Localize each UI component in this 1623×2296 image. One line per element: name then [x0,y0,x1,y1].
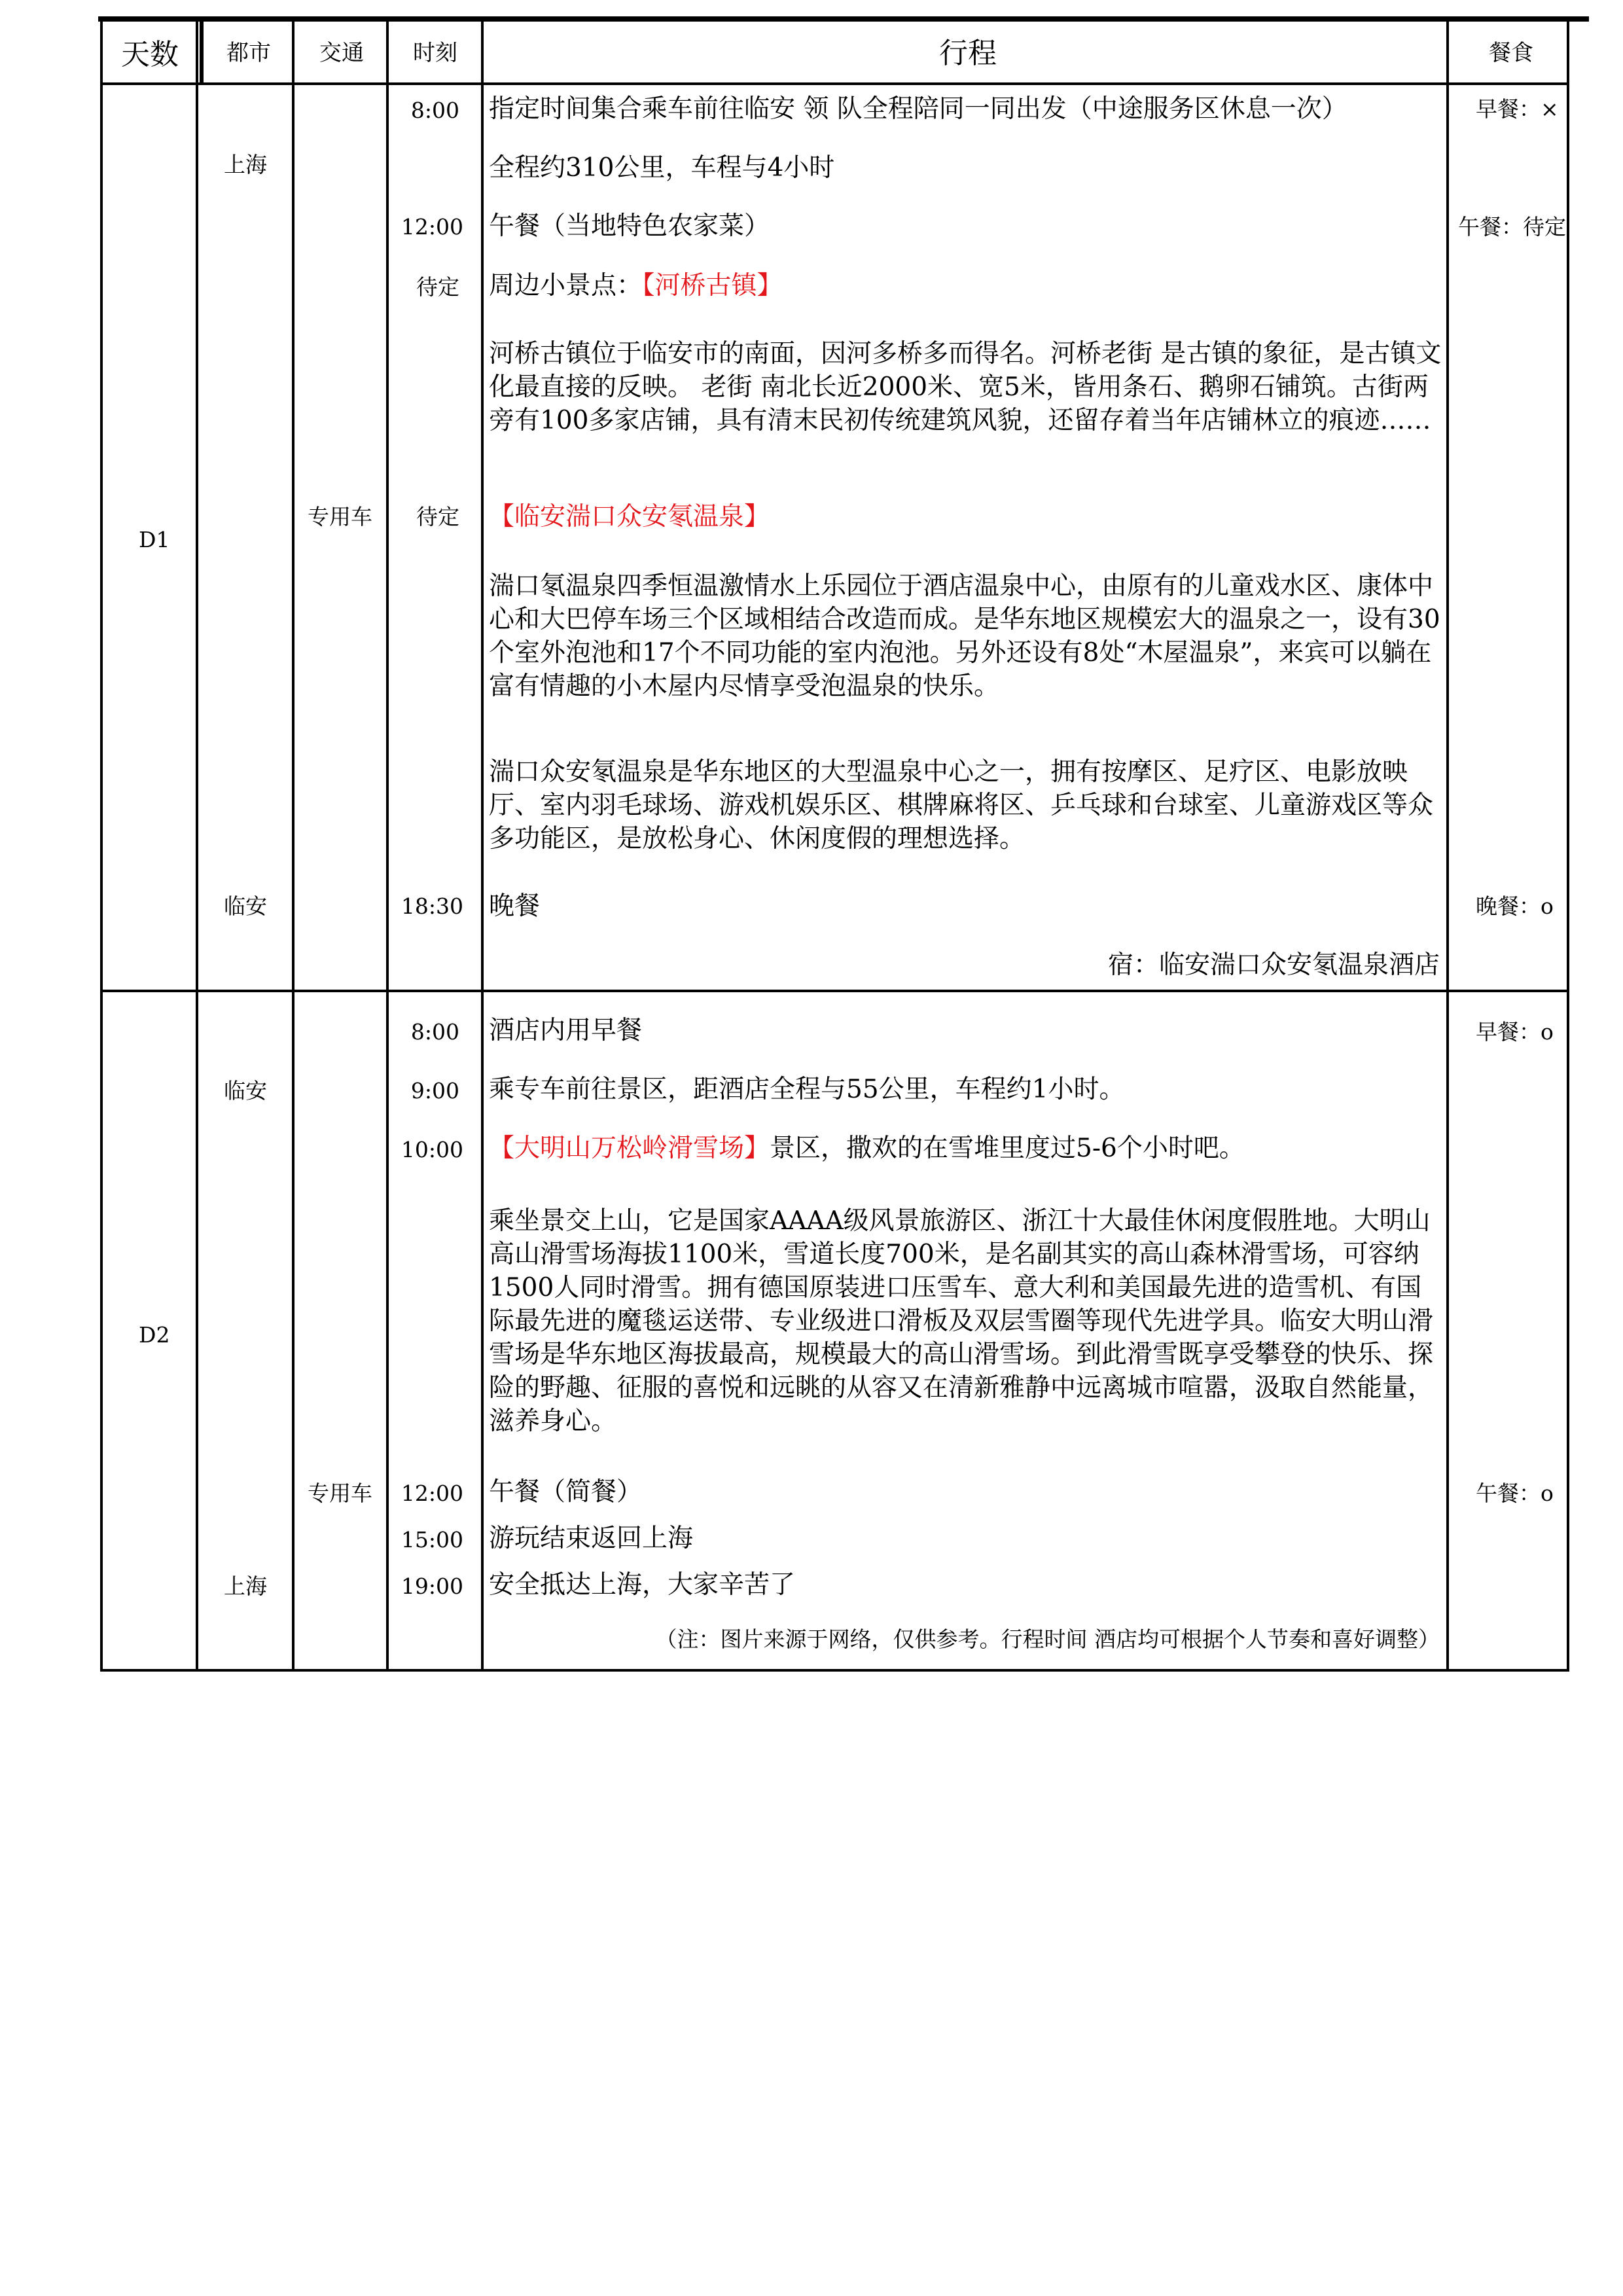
d2-time-1: 8:00 [410,1019,459,1045]
d1-time-3: 待定 [416,274,459,300]
d1-time-2: 12:00 [401,214,463,240]
d1-line-2: 全程约310公里，车程与4小时 [489,153,835,183]
d2-time-2: 9:00 [410,1078,459,1103]
col-divider [481,18,484,1672]
d1-city-start: 上海 [224,152,267,177]
d1-nearby-prefix: 周边小景点： [489,271,643,300]
col-divider [1446,18,1449,1672]
header-city: 都市 [226,40,271,66]
d1-nearby-highlight: 【河桥古镇】 [642,271,783,300]
d1-day: D1 [139,527,170,552]
d2-lunch: 午餐（简餐） [489,1477,643,1507]
d1-hq-desc: 河桥古镇位于临安市的南面，因河多桥多而得名。河桥老街 是古镇的象征，是古镇文化最直接的反映。 老街 南北长近2000米、宽5米，皆用条石、鹅卵石铺筑。古街两旁有100多家店铺，具有清末民初传统建筑风貌，还留存着当年店铺林立的痕迹…… [489,339,1442,435]
table-bottom-rule [100,1669,1569,1672]
d2-ski-suffix: 景区，撒欢的在雪堆里度过5-6个小时吧。 [770,1134,1245,1163]
d2-city-end: 上海 [224,1573,267,1599]
row-divider [100,990,1569,992]
d2-arrive: 安全抵达上海，大家辛苦了 [489,1570,796,1600]
d1-meal-breakfast: 早餐：× [1476,96,1559,122]
d2-city-start: 临安 [224,1078,267,1103]
col-divider [100,18,103,1672]
d1-spring-title: 【临安湍口众安氡温泉】 [489,502,770,531]
header-cell-border [200,18,204,84]
d1-spring-desc-2: 湍口众安氡温泉是华东地区的大型温泉中心之一，拥有按摩区、足疗区、电影放映厅、室内羽毛球场、游戏机娱乐区、棋牌麻将区、乒乓球和台球室、儿童游戏区等众多功能区，是放松身心、休闲度假的理想选择。 [489,757,1434,853]
d2-day: D2 [139,1322,170,1348]
header-time: 时刻 [413,40,457,66]
col-divider [1567,18,1569,1672]
table-top-rule [98,16,1589,22]
d2-note: （注：图片来源于网络，仅供参考。行程时间 酒店均可根据个人节奏和喜好调整） [655,1626,1440,1652]
d2-drive: 乘专车前往景区，距酒店全程与55公里，车程约1小时。 [489,1075,1125,1104]
d2-meal-breakfast: 早餐：o [1476,1019,1554,1045]
d1-stay: 宿：临安湍口众安氡温泉酒店 [1107,950,1440,980]
d1-dinner: 晚餐 [489,891,541,921]
d2-transport: 专用车 [308,1480,372,1506]
d2-ski-desc: 乘坐景交上山，它是国家AAAA级风景旅游区、浙江十大最佳休闲度假胜地。大明山高山滑雪场海拔1100米，雪道长度700米，是名副其实的高山森林滑雪场，可容纳1500人同时滑雪。拥有德国原装进口压雪车、意大利和美国最先进的造雪机、有国际最先进的魔毯运送带、专业级进口滑板及双层雪圈等现代先进学具。临安大明山滑雪场是华东地区海拔最高，规模最大的高山滑雪场。到此滑雪既享受攀登的快乐、探险的野趣、征服的喜悦和远眺的从容又在清新雅静中远离城市喧嚣，汲取自然能量，滋养身心。 [489,1206,1434,1436]
col-divider [386,18,389,1672]
col-divider [196,18,198,1672]
d2-time-4: 12:00 [401,1480,463,1506]
header-itinerary: 行程 [939,37,997,70]
header-day: 天数 [121,38,179,71]
d1-time-5: 18:30 [401,893,463,919]
header-transport: 交通 [319,40,364,66]
d2-time-6: 19:00 [401,1573,463,1599]
header-meals: 餐食 [1489,40,1533,66]
d2-ski-line [489,1136,1245,1161]
d2-time-5: 15:00 [401,1527,463,1552]
d2-meal-lunch: 午餐：o [1476,1480,1554,1506]
d1-time-4: 待定 [416,504,459,529]
d2-breakfast: 酒店内用早餐 [489,1016,643,1045]
d1-line-1: 指定时间集合乘车前往临安 领 队全程陪同一同出发（中途服务区休息一次） [489,94,1347,124]
d2-time-3: 10:00 [401,1137,463,1162]
d1-meal-dinner: 晚餐：o [1476,893,1554,919]
d2-ski-highlight: 【大明山万松岭滑雪场】 [489,1134,770,1163]
d1-lunch: 午餐（当地特色农家菜） [489,211,770,241]
d1-city-end: 临安 [224,893,267,919]
col-divider [292,18,294,1672]
d2-return: 游玩结束返回上海 [489,1524,694,1553]
header-rule [100,82,1569,85]
d1-transport: 专用车 [308,504,372,529]
d1-nearby-line [489,273,783,298]
d1-spring-desc-1: 湍口氡温泉四季恒温激情水上乐园位于酒店温泉中心，由原有的儿童戏水区、康体中心和大巴停车场三个区域相结合改造而成。是华东地区规模宏大的温泉之一，设有30个室外泡池和17个不同功能的室内泡池。另外还设有8处“木屋温泉”，来宾可以躺在富有情趣的小木屋内尽情享受泡温泉的快乐。 [489,571,1440,701]
d1-time-1: 8:00 [410,98,459,123]
d1-meal-lunch: 午餐：待定 [1458,214,1566,240]
